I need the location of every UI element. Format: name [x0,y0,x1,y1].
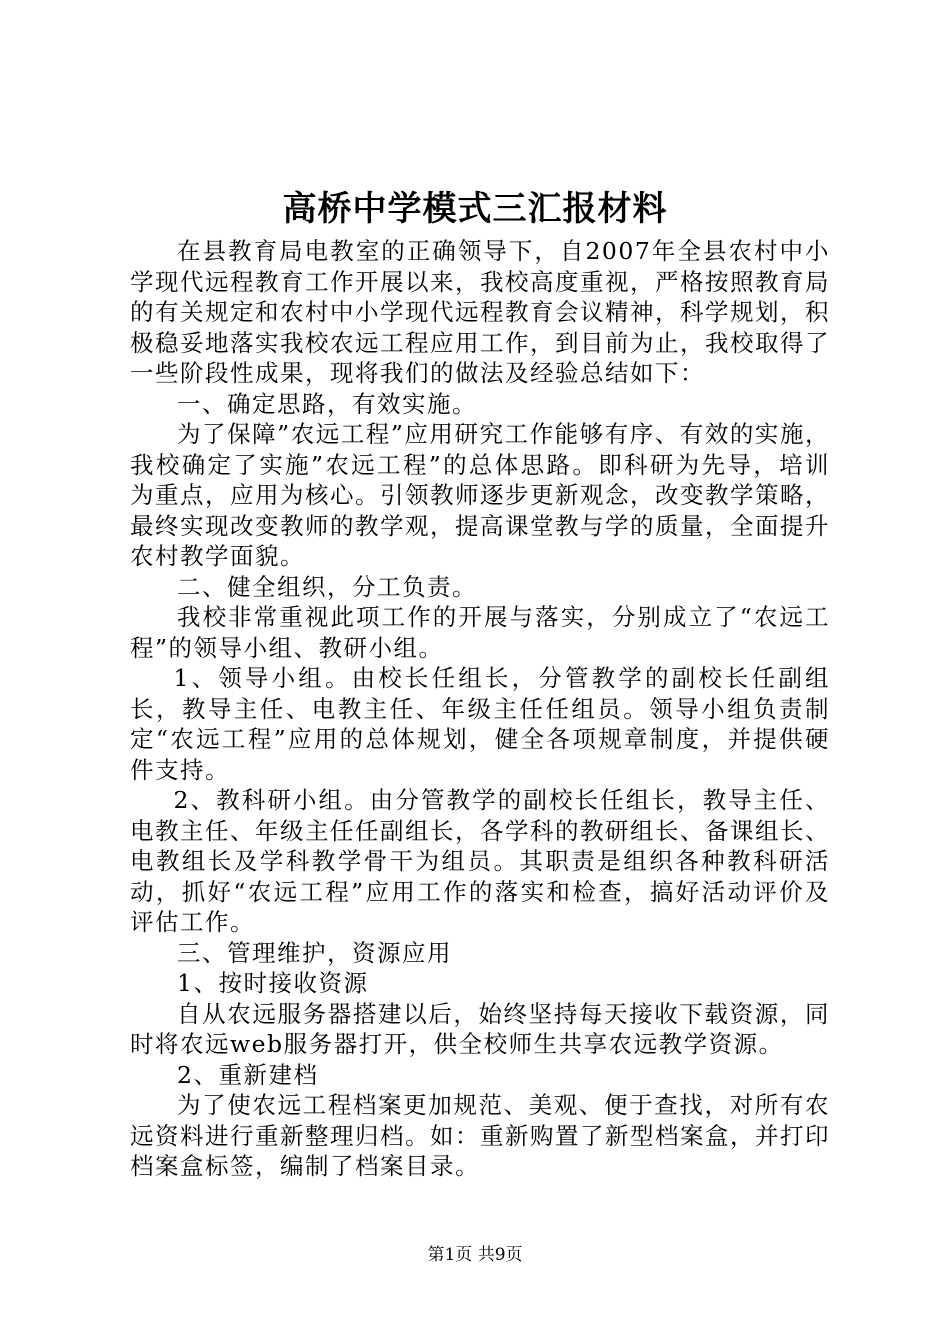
document-title: 高桥中学模式三汇报材料 [282,189,668,229]
paragraph-intro: 在县教育局电教室的正确领导下，自2007年全县农村中小学现代远程教育工作开展以来，我校高度重视，严格按照教育局的有关规定和农村中小学现代远程教育会议精神，科学规划，积极稳妥地落实我校农远工程应用工作，到目前为止，我校取得了一些阶段性成果，现将我们的做法及经验总结如下： [130,237,830,387]
document-body [130,236,830,1182]
paragraph-research-group: 2、教科研小组。由分管教学的副校长任组长，教导主任、电教主任、年级主任任副组长，各学科的教研组长、备课组长、电教组长及学科教学骨干为组员。其职责是组织各种教科研活动，抓好“农远工程”应用工作的落实和检查，搞好活动评价及评估工作。 [130,786,830,936]
section-heading-2: 二、健全组织，分工负责。 [177,572,477,601]
page-footer: 第1页 共9页 [427,1245,523,1265]
paragraph-receive-resources: 自从农远服务器搭建以后，始终坚持每天接收下载资源，同时将农远web服务器打开，供全校师生共享农远教学资源。 [130,999,830,1058]
section-heading-3: 三、管理维护，资源应用 [177,938,452,967]
paragraph-rebuild-archives: 为了使农远工程档案更加规范、美观、便于查找，对所有农远资料进行重新整理归档。如：重新购置了新型档案盒，并打印档案盒标签，编制了档案目录。 [130,1091,830,1180]
section-heading-1: 一、确定思路，有效实施。 [177,389,477,418]
paragraph-section-2: 我校非常重视此项工作的开展与落实，分别成立了“农远工程”的领导小组、教研小组。 [130,603,830,662]
subheading-rebuild-archives: 2、重新建档 [177,1060,319,1089]
subheading-receive-resources: 1、按时接收资源 [177,969,369,997]
paragraph-leadership-group: 1、领导小组。由校长任组长，分管教学的副校长任副组长，教导主任、电教主任、年级主任任组员。领导小组负责制定“农远工程”应用的总体规划，健全各项规章制度，并提供硬件支持。 [130,664,830,784]
paragraph-section-1: 为了保障”农远工程”应用研究工作能够有序、有效的实施，我校确定了实施”农远工程”的总体思路。即科研为先导，培训为重点，应用为核心。引领教师逐步更新观念，改变教学策略，最终实现改变教师的教学观，提高课堂教与学的质量，全面提升农村教学面貌。 [130,420,830,570]
